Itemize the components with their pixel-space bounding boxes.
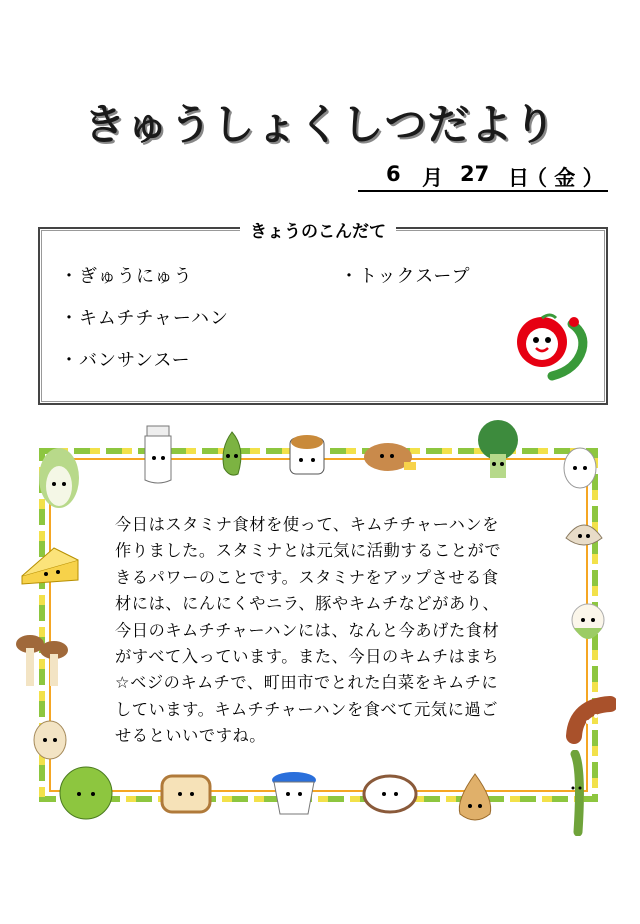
- date-day: 27: [460, 162, 490, 186]
- menu-heading: きょうのこんだて: [240, 217, 396, 242]
- menu-item: ・ぎゅうにゅう: [60, 266, 193, 287]
- bread-roll-icon: [362, 440, 418, 474]
- article-body: [115, 512, 535, 750]
- article-line: 作りました。スタミナとは元気に活動することがで: [115, 541, 502, 561]
- okra-icon: [212, 428, 252, 480]
- article-line: しています。キムチチャーハンを食べて元気に過ご: [115, 699, 499, 719]
- article-line: がすべて入っています。また、今日のキムチはまち: [115, 647, 500, 667]
- date-weekday: （ 金 ）: [526, 166, 604, 190]
- clam-icon: [562, 512, 606, 554]
- menu-item: ・トックスープ: [340, 266, 471, 287]
- yogurt-icon: [268, 768, 320, 820]
- article-line: ☆ベジのキムチで、町田市でとれた白菜をキムチに: [115, 673, 499, 693]
- cauliflower-icon: [566, 600, 610, 652]
- milk-bottle-icon: [135, 422, 181, 486]
- date-month: 6: [386, 162, 401, 186]
- onion-icon: [450, 770, 500, 828]
- machida-vegetable-logo-icon: [512, 310, 596, 382]
- menu-item: ・バンサンスー: [60, 350, 191, 371]
- article-line: きるパワーのことです。スタミナをアップさせる食: [115, 567, 499, 587]
- toast-icon: [156, 768, 216, 816]
- date-month-unit: 月: [422, 166, 443, 190]
- natto-icon: [282, 430, 332, 480]
- asparagus-icon: [560, 750, 590, 836]
- article-line: 今日のキムチチャーハンには、なんと今あげた食材: [115, 620, 500, 640]
- chinese-cabbage-icon: [34, 440, 84, 510]
- article-line: 今日はスタミナ食材を使って、キムチチャーハンを: [115, 515, 500, 534]
- article-line: 材には、にんにくやニラ、豚やキムチなどがあり、: [115, 594, 500, 614]
- date-line: [358, 160, 608, 192]
- date-day-unit: 日: [508, 166, 529, 190]
- broccoli-icon: [470, 418, 526, 482]
- rice-bowl-icon: [360, 772, 420, 816]
- menu-item: ・キムチチャーハン: [60, 308, 230, 329]
- page-title: きゅうしょくしつだより: [83, 100, 557, 149]
- egg-icon: [560, 444, 600, 492]
- cabbage-icon: [56, 764, 116, 822]
- article-line: せるといいですね。: [115, 726, 267, 746]
- potato-icon: [30, 716, 70, 762]
- cheese-icon: [18, 540, 82, 586]
- sausage-icon: [566, 696, 616, 744]
- mushroom-icon: [10, 630, 74, 694]
